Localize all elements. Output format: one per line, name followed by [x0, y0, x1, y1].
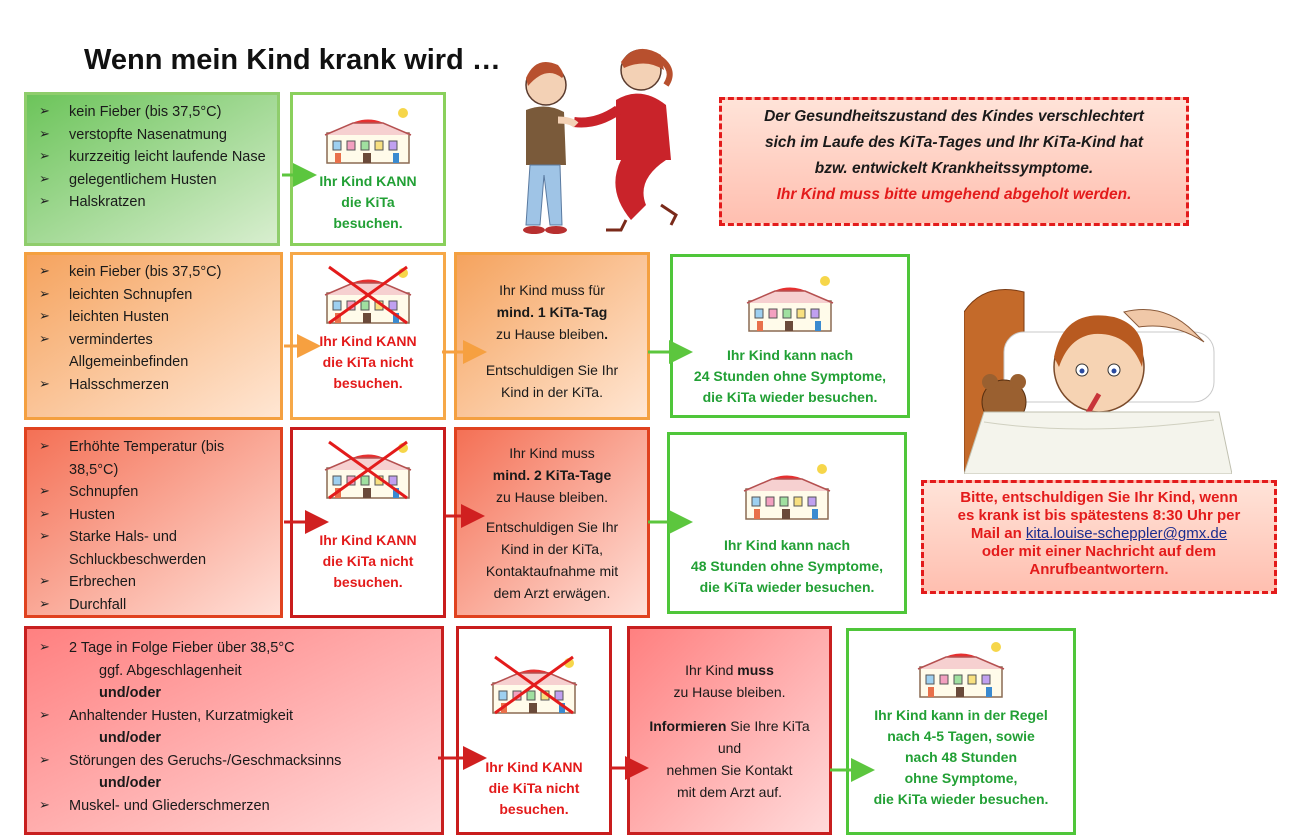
symptom-item: ➢ kein Fieber (bis 37,5°C) [39, 261, 272, 284]
instruction-line: zu Hause bleiben. [495, 489, 609, 505]
symptom-list-row1 [24, 92, 280, 246]
result-card-row4 [846, 628, 1076, 835]
connector-text: und/oder [99, 775, 162, 791]
symptom-list-row3 [24, 427, 283, 618]
instruction-bold: . [604, 326, 609, 342]
symptom-item: ➢ vermindertes Allgemeinbefinden [39, 329, 272, 374]
instruction-line [465, 464, 639, 486]
result-line: 48 Stunden ohne Symptome, [690, 558, 884, 574]
alert-line: Der Gesundheitszustand des Kindes verschlechtert [764, 108, 1144, 125]
kita-building-icon [742, 459, 832, 521]
result-card-row2 [670, 254, 910, 418]
status-line: besuchen. [333, 215, 403, 231]
instruction-bold: mind. 1 KiTa-Tag [496, 304, 608, 320]
status-line: besuchen. [499, 801, 569, 817]
alert-line: bzw. entwickelt Krankheitssymptome. [814, 160, 1094, 177]
status-line: Ihr Kind KANN [319, 173, 417, 189]
instruction-line [638, 659, 821, 681]
connector-text: und/oder [99, 685, 162, 701]
kita-building-icon [745, 271, 835, 333]
alert-line: oder mit einer Nachricht auf dem [981, 543, 1217, 560]
alert-line-prefix: Mail an [970, 525, 1026, 542]
instruction-line: zu Hause bleiben. [673, 684, 786, 700]
symptom-item: ➢ leichten Husten [39, 306, 272, 329]
symptom-item: ➢ kein Fieber (bis 37,5°C) [39, 101, 269, 124]
instruction-line: Ihr Kind muss für [499, 282, 605, 298]
symptom-item: ➢ Muskel- und Gliederschmerzen [39, 795, 433, 818]
result-line: die KiTa wieder besuchen. [702, 389, 878, 405]
symptom-item: ➢ leichten Schnupfen [39, 284, 272, 307]
symptom-list-row2 [24, 252, 283, 420]
symptom-item: ➢ Halsschmerzen [39, 374, 272, 397]
result-line: Ihr Kind kann nach [726, 347, 853, 363]
symptom-item: ➢ Durchfall [39, 594, 272, 617]
status-line: besuchen. [333, 375, 403, 391]
instruction-line: Kind in der KiTa, [501, 541, 603, 557]
instruction-line: und [717, 740, 742, 756]
symptom-item: ➢ Starke Hals- und Schluckbeschwerden [39, 526, 272, 571]
alert-line: es krank ist bis spätestens 8:30 Uhr per [957, 507, 1241, 524]
instruction-line [638, 715, 821, 737]
symptom-item: ➢ verstopfte Nasenatmung [39, 124, 269, 147]
result-line: ohne Symptome, [904, 770, 1018, 786]
symptom-item: ➢ Halskratzen [39, 191, 269, 214]
status-line: die KiTa nicht [322, 354, 414, 370]
result-line: nach 4-5 Tagen, sowie [887, 728, 1035, 744]
instruction-bold: Informieren [649, 718, 727, 734]
instruction-text: Sie Ihre KiTa [726, 718, 810, 734]
instruction-line: Entschuldigen Sie Ihr [485, 519, 619, 535]
result-line: nach 48 Stunden [904, 749, 1018, 765]
status-line: die KiTa nicht [488, 780, 580, 796]
instruction-line: dem Arzt erwägen. [493, 585, 611, 601]
email-link[interactable]: kita.louise-scheppler@gmx.de [1025, 525, 1228, 542]
status-line: Ihr Kind KANN [319, 532, 417, 548]
status-line: Ihr Kind KANN [319, 333, 417, 349]
kita-building-icon [916, 637, 1006, 699]
kita-building-icon [323, 103, 413, 165]
instruction-row4 [627, 626, 832, 835]
status-card-row2 [290, 252, 446, 420]
alert-excuse-notice [921, 480, 1277, 594]
result-card-row3 [667, 432, 907, 614]
mother-child-illustration [496, 30, 696, 240]
symptom-item: ➢ gelegentlichem Husten [39, 169, 269, 192]
instruction-line: Ihr Kind muss [509, 445, 595, 461]
result-line: Ihr Kind kann in der Regel [874, 707, 1048, 723]
sick-child-illustration [964, 272, 1232, 474]
result-line: 24 Stunden ohne Symptome, [693, 368, 887, 384]
status-card-row3 [290, 427, 446, 618]
instruction-line: Kontaktaufnahme mit [485, 563, 619, 579]
symptom-item: ➢ Erhöhte Temperatur (bis 38,5°C) [39, 436, 272, 481]
alert-line: sich im Laufe des KiTa-Tages und Ihr KiTa-Kind hat [764, 134, 1144, 151]
instruction-line: nehmen Sie Kontakt [666, 762, 793, 778]
alert-line [924, 525, 1274, 543]
status-line: besuchen. [333, 574, 403, 590]
alert-line: Bitte, entschuldigen Sie Ihr Kind, wenn [960, 489, 1238, 506]
symptom-item: ➢ kurzzeitig leicht laufende Nase [39, 146, 269, 169]
instruction-line [465, 301, 639, 323]
alert-pickup-notice [719, 97, 1189, 226]
instruction-bold: mind. 2 KiTa-Tage [492, 467, 612, 483]
status-line: Ihr Kind KANN [485, 759, 583, 775]
status-card-row1 [290, 92, 446, 246]
symptom-item: ➢ Erbrechen [39, 571, 272, 594]
symptom-note: ggf. Abgeschlagenheit [99, 662, 242, 679]
status-line: die KiTa [341, 194, 395, 210]
kita-building-crossed-icon [323, 263, 413, 325]
kita-building-crossed-icon [323, 438, 413, 500]
instruction-bold: muss [737, 662, 774, 678]
instruction-line: Entschuldigen Sie Ihr [485, 362, 619, 378]
kita-building-crossed-icon [489, 653, 579, 715]
instruction-line [465, 323, 639, 345]
instruction-row3 [454, 427, 650, 618]
instruction-row2 [454, 252, 650, 420]
alert-line: Anrufbeantwortern. [1029, 561, 1169, 578]
instruction-line: mit dem Arzt auf. [676, 784, 783, 800]
symptom-list-row4 [24, 626, 444, 835]
connector-text: und/oder [99, 730, 162, 746]
symptom-item: ➢ Störungen des Geruchs-/Geschmacksinns [39, 750, 433, 773]
result-line: die KiTa wieder besuchen. [873, 791, 1049, 807]
symptom-item: ➢ 2 Tage in Folge Fieber über 38,5°C [39, 637, 433, 660]
status-card-row4 [456, 626, 612, 835]
status-line: die KiTa nicht [322, 553, 414, 569]
symptom-item: ➢ Schnupfen [39, 481, 272, 504]
result-line: die KiTa wieder besuchen. [699, 579, 875, 595]
page-title: Wenn mein Kind krank wird … [84, 44, 501, 76]
result-line: Ihr Kind kann nach [723, 537, 850, 553]
symptom-item: ➢ Husten [39, 504, 272, 527]
instruction-text: zu Hause bleiben [495, 326, 605, 342]
instruction-text: Ihr Kind [685, 662, 738, 678]
symptom-item: ➢ Anhaltender Husten, Kurzatmigkeit [39, 705, 433, 728]
instruction-line: Kind in der KiTa. [501, 384, 603, 400]
alert-highlight: Ihr Kind muss bitte umgehend abgeholt werden. [776, 186, 1132, 203]
